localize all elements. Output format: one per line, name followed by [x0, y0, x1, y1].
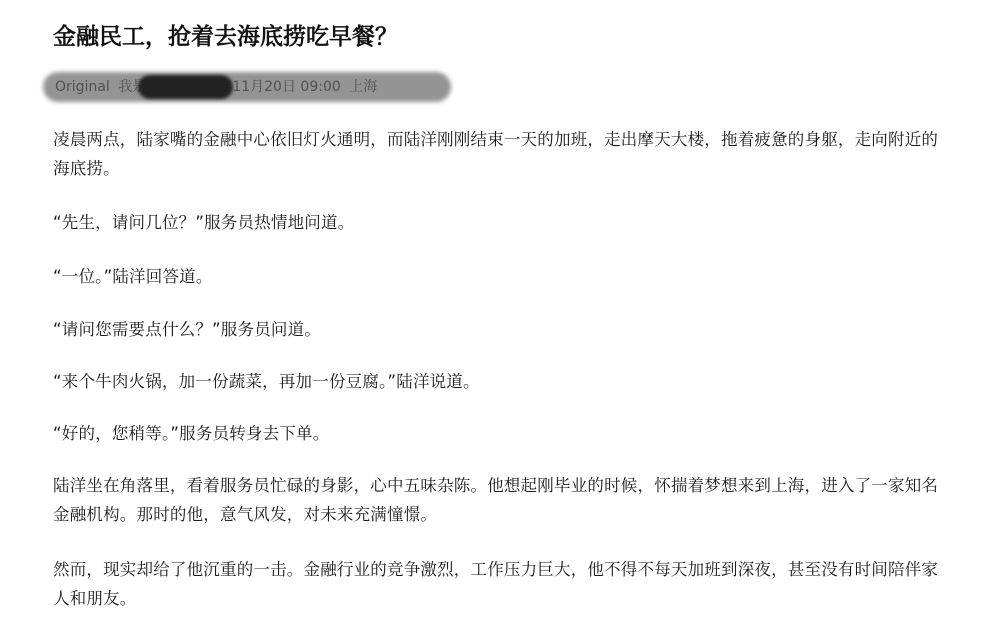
redaction-blot [138, 75, 233, 99]
paragraph: “好的，您稍等。”服务员转身去下单。 [53, 424, 330, 443]
paragraph: “来个牛肉火锅，加一份蔬菜，再加一份豆腐。”陆洋说道。 [53, 372, 480, 391]
paragraph: 凌晨两点，陆家嘴的金融中心依旧灯火通明，而陆洋刚刚结束一天的加班，走出摩天大楼，拖着疲惫的身躯，走向附近的海底捞。 [53, 130, 939, 178]
paragraph: “先生，请问几位？”服务员热情地问道。 [53, 213, 355, 232]
redaction-marker [43, 72, 451, 102]
article-meta [53, 72, 453, 102]
article-title: 金融民工，抢着去海底捞吃早餐？ [53, 24, 398, 50]
paragraph: 陆洋坐在角落里，看着服务员忙碌的身影，心中五味杂陈。他想起刚毕业的时候，怀揣着梦想来到上海，进入了一家知名金融机构。那时的他，意气风发，对未来充满憧憬。 [53, 476, 939, 524]
paragraph: “请问您需要点什么？”服务员问道。 [53, 320, 321, 339]
paragraph: “一位。”陆洋回答道。 [53, 267, 213, 286]
paragraph: 然而，现实却给了他沉重的一击。金融行业的竞争激烈，工作压力巨大，他不得不每天加班到深夜，甚至没有时间陪伴家人和朋友。 [53, 560, 939, 608]
